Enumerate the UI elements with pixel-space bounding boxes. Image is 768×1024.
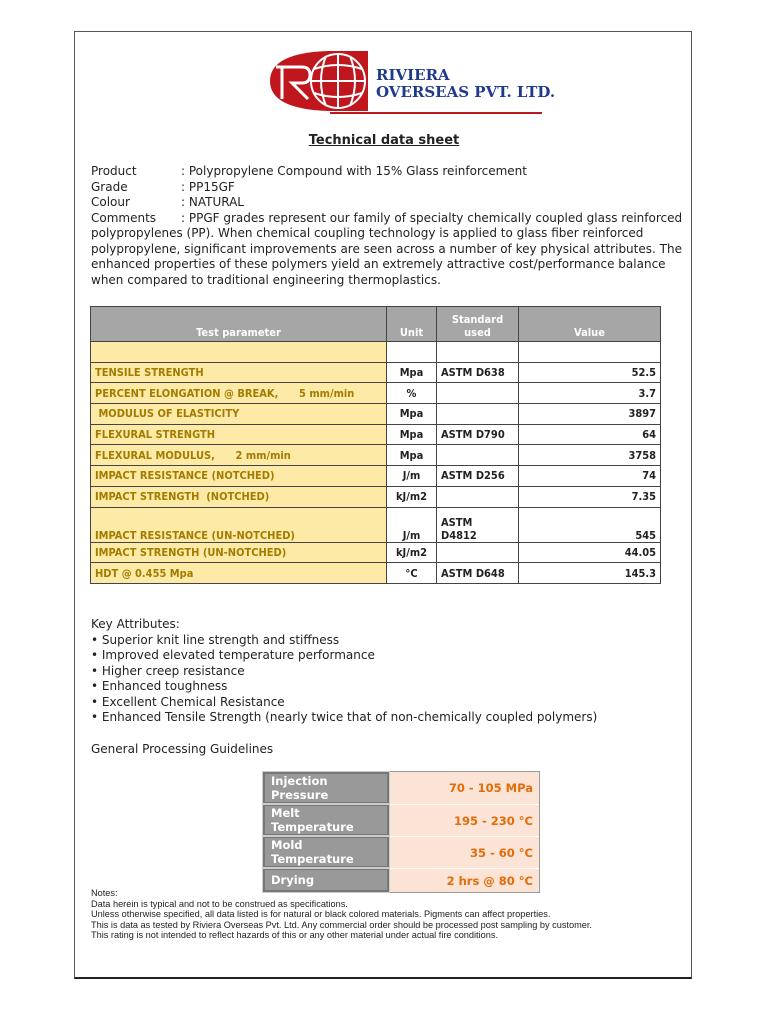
colour-value: : NATURAL xyxy=(181,195,244,209)
list-item: • Higher creep resistance xyxy=(91,663,245,678)
value-cell: 545 xyxy=(519,507,661,542)
unit-cell: J/m xyxy=(387,466,437,487)
header-value: Value xyxy=(519,307,661,342)
company-name-line1: RIVIERA xyxy=(376,66,450,84)
param-cell: IMPACT STRENGTH (NOTCHED) xyxy=(91,486,387,507)
processing-value: 35 - 60 °C xyxy=(389,836,539,868)
param-cell: IMPACT RESISTANCE (NOTCHED) xyxy=(91,466,387,487)
standard-cell xyxy=(437,404,519,425)
param-cell: IMPACT RESISTANCE (UN-NOTCHED) xyxy=(91,507,387,542)
standard-cell xyxy=(437,542,519,563)
unit-cell: % xyxy=(387,383,437,404)
processing-value: 195 - 230 °C xyxy=(389,804,539,836)
param-cell: FLEXURAL STRENGTH xyxy=(91,424,387,445)
processing-row xyxy=(263,772,539,804)
param-cell: TENSILE STRENGTH xyxy=(91,362,387,383)
value-cell: 74 xyxy=(519,466,661,487)
standard-cell: ASTM D638 xyxy=(437,362,519,383)
product-value: : Polypropylene Compound with 15% Glass reinforcement xyxy=(181,164,527,178)
standard-cell xyxy=(437,383,519,404)
processing-value: 70 - 105 MPa xyxy=(389,772,539,804)
colour-label: Colour xyxy=(91,195,130,209)
notes xyxy=(91,888,592,941)
table-row xyxy=(91,563,661,584)
table-cell xyxy=(519,342,661,363)
table-row xyxy=(91,445,661,466)
comments-row xyxy=(91,211,691,289)
product-info xyxy=(91,164,691,288)
processing-key: Drying xyxy=(263,868,389,892)
notes-title: Notes: xyxy=(91,888,118,898)
unit-cell: Mpa xyxy=(387,362,437,383)
table-row xyxy=(91,362,661,383)
table-cell xyxy=(437,342,519,363)
product-label: Product xyxy=(91,164,137,178)
standard-cell xyxy=(437,486,519,507)
note-line: This rating is not intended to reflect hazards of this or any other material under actual fire conditions. xyxy=(91,930,499,941)
value-cell: 145.3 xyxy=(519,563,661,584)
table-cell xyxy=(91,342,387,363)
value-cell: 3758 xyxy=(519,445,661,466)
unit-cell: Mpa xyxy=(387,404,437,425)
value-cell: 7.35 xyxy=(519,486,661,507)
note-line: Data herein is typical and not to be construed as specifications. xyxy=(91,898,348,909)
properties-table xyxy=(90,306,661,584)
unit-cell: kJ/m2 xyxy=(387,486,437,507)
note-line: This is data as tested by Riviera Overseas Pvt. Ltd. Any commercial order should be processed post sampling by customer. xyxy=(91,919,592,930)
processing-row xyxy=(263,804,539,836)
standard-line2: D4812 xyxy=(441,528,477,542)
processing-key: Injection Pressure xyxy=(263,772,389,804)
comments-label: Comments xyxy=(91,210,157,225)
logo-underline xyxy=(330,112,542,114)
list-item: • Superior knit line strength and stiffness xyxy=(91,632,340,647)
table-row xyxy=(91,486,661,507)
key-attributes xyxy=(91,617,597,726)
comments-value: : PPGF grades represent our family of specialty chemically coupled glass reinforced polypropylenes (PP). When chemical coupling technology is applied to glass fiber reinforced polypropylene, significant improvements are seen across a number of key physical attributes. The enhanced properties of these polymers yield an extremely attractive cost/performance balance when compared to traditional engineering thermoplastics. xyxy=(91,210,683,287)
list-item: • Excellent Chemical Resistance xyxy=(91,694,285,709)
value-cell: 52.5 xyxy=(519,362,661,383)
param-cell: FLEXURAL MODULUS, 2 mm/min xyxy=(91,445,387,466)
grade-label: Grade xyxy=(91,179,128,194)
processing-table xyxy=(262,771,540,893)
colour-row xyxy=(91,195,691,211)
unit-cell: Mpa xyxy=(387,424,437,445)
header-test-parameter: Test parameter xyxy=(91,307,387,342)
value-cell: 64 xyxy=(519,424,661,445)
processing-guidelines-title: General Processing Guidelines xyxy=(91,742,274,756)
unit-cell: Mpa xyxy=(387,445,437,466)
table-row xyxy=(91,424,661,445)
table-row xyxy=(91,466,661,487)
param-cell: HDT @ 0.455 Mpa xyxy=(91,563,387,584)
grade-row xyxy=(91,180,691,196)
value-cell: 3897 xyxy=(519,404,661,425)
standard-cell xyxy=(437,445,519,466)
standard-line1: ASTM xyxy=(441,515,473,529)
unit-cell: J/m xyxy=(387,507,437,542)
header-unit: Unit xyxy=(387,307,437,342)
header-standard-line1: Standard xyxy=(451,313,504,326)
product-row xyxy=(91,164,691,180)
table-row xyxy=(91,507,661,542)
standard-cell: ASTM D648 xyxy=(437,563,519,584)
processing-key: Melt Temperature xyxy=(263,804,389,836)
document-title: Technical data sheet xyxy=(308,133,460,148)
value-cell: 3.7 xyxy=(519,383,661,404)
company-name xyxy=(376,67,555,101)
param-cell: MODULUS OF ELASTICITY xyxy=(91,404,387,425)
table-row xyxy=(91,383,661,404)
standard-cell xyxy=(437,507,519,542)
key-attributes-title: Key Attributes: xyxy=(91,617,180,631)
param-cell: IMPACT STRENGTH (UN-NOTCHED) xyxy=(91,542,387,563)
processing-value: 2 hrs @ 80 °C xyxy=(389,868,539,892)
list-item: • Enhanced toughness xyxy=(91,679,228,693)
table-row-empty xyxy=(91,342,661,363)
standard-cell: ASTM D790 xyxy=(437,424,519,445)
list-item: • Enhanced Tensile Strength (nearly twice that of non-chemically coupled polymers) xyxy=(91,710,598,724)
unit-cell: kJ/m2 xyxy=(387,542,437,563)
param-cell: PERCENT ELONGATION @ BREAK, 5 mm/min xyxy=(91,383,387,404)
header-standard-line2: used xyxy=(464,326,491,339)
table-row xyxy=(91,542,661,563)
properties-header-row xyxy=(91,307,661,342)
company-name-line2: OVERSEAS PVT. LTD. xyxy=(376,83,556,101)
note-line: Unless otherwise specified, all data listed is for natural or black colored materials. Pigments can affect properties. xyxy=(91,909,551,920)
grade-value: : PP15GF xyxy=(181,179,235,194)
list-item: • Improved elevated temperature performance xyxy=(91,648,375,662)
header-standard xyxy=(437,307,519,342)
processing-row xyxy=(263,836,539,868)
value-cell: 44.05 xyxy=(519,542,661,563)
table-cell xyxy=(387,342,437,363)
standard-cell: ASTM D256 xyxy=(437,466,519,487)
unit-cell: °C xyxy=(387,563,437,584)
processing-key: Mold Temperature xyxy=(263,836,389,868)
table-row xyxy=(91,404,661,425)
